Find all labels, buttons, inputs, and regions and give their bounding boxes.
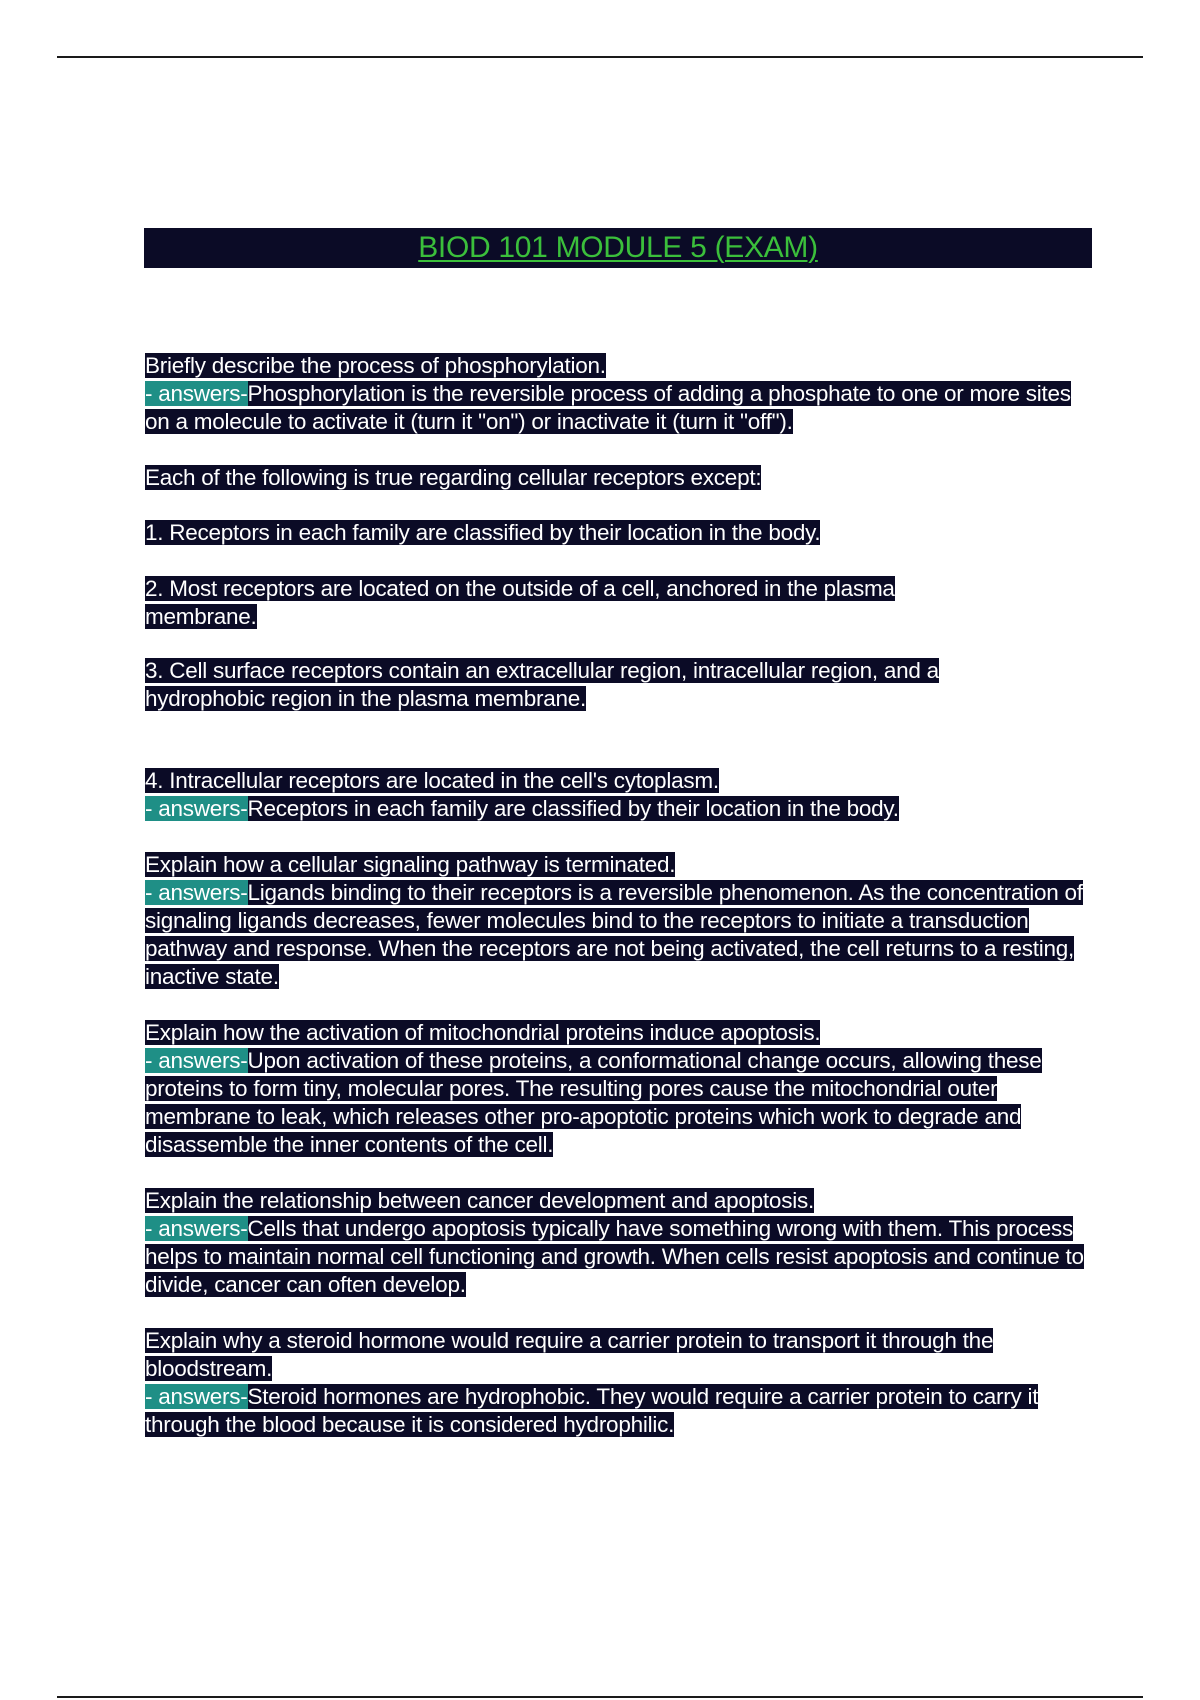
qa-item-4 bbox=[145, 1019, 1085, 1159]
qa-item-5 bbox=[145, 1187, 1085, 1299]
qa-item-1 bbox=[145, 352, 1085, 436]
answer-marker: - answers- bbox=[145, 1216, 248, 1241]
answer-marker: - answers- bbox=[145, 381, 248, 406]
answer-marker: - answers- bbox=[145, 1048, 248, 1073]
option-text: 1. Receptors in each family are classified by their location in the body. bbox=[145, 520, 821, 545]
answer-text: Upon activation of these proteins, a conformational change occurs, allowing these proteins to form tiny, molecular pores. The resulting pores cause the mitochondrial outer membrane to leak, which releases other pro-apoptotic proteins which work to degrade and disassemble the inner contents of the cell. bbox=[145, 1048, 1042, 1157]
page-title: BIOD 101 MODULE 5 (EXAM) bbox=[418, 231, 818, 264]
question-text: Explain how a cellular signaling pathway is terminated. bbox=[145, 852, 676, 877]
qa-item-2-option-4 bbox=[145, 767, 1085, 823]
qa-item-2-option-3 bbox=[145, 657, 1025, 713]
answer-text: Receptors in each family are classified by their location in the body. bbox=[247, 796, 899, 821]
option-text: 4. Intracellular receptors are located in the cell's cytoplasm. bbox=[145, 768, 719, 793]
answer-marker: - answers- bbox=[145, 1384, 248, 1409]
option-text: 2. Most receptors are located on the outside of a cell, anchored in the plasma membrane. bbox=[145, 576, 895, 629]
qa-item-2-intro bbox=[145, 464, 1085, 492]
answer-text: Phosphorylation is the reversible process of adding a phosphate to one or more sites on a molecule to activate it (turn it "on") or inactivate it (turn it "off"). bbox=[145, 381, 1071, 434]
answer-text: Ligands binding to their receptors is a reversible phenomenon. As the concentration of signaling ligands decreases, fewer molecules bind to the receptors to initiate a transduction pathway and response. When the receptors are not being activated, the cell returns to a resting, inactive state. bbox=[145, 880, 1083, 989]
bottom-rule bbox=[57, 1696, 1143, 1698]
title-bar bbox=[144, 228, 1092, 268]
qa-item-2-option-1 bbox=[145, 519, 1085, 547]
document-body bbox=[145, 352, 1085, 1439]
answer-text: Cells that undergo apoptosis typically have something wrong with them. This process helps to maintain normal cell functioning and growth. When cells resist apoptosis and continue to divide, cancer can often develop. bbox=[145, 1216, 1084, 1297]
qa-item-3 bbox=[145, 851, 1085, 991]
question-text: Explain how the activation of mitochondrial proteins induce apoptosis. bbox=[145, 1020, 821, 1045]
qa-item-6 bbox=[145, 1327, 1085, 1439]
question-text: Explain the relationship between cancer development and apoptosis. bbox=[145, 1188, 814, 1213]
answer-text: Steroid hormones are hydrophobic. They would require a carrier protein to carry it through the blood because it is considered hydrophilic. bbox=[145, 1384, 1039, 1437]
answer-marker: - answers- bbox=[145, 880, 248, 905]
answer-marker: - answers- bbox=[145, 796, 248, 821]
question-text: Each of the following is true regarding cellular receptors except: bbox=[145, 465, 762, 490]
top-rule bbox=[57, 56, 1143, 58]
question-text: Explain why a steroid hormone would require a carrier protein to transport it through the bloodstream. bbox=[145, 1328, 994, 1381]
question-text: Briefly describe the process of phosphorylation. bbox=[145, 353, 606, 378]
option-text: 3. Cell surface receptors contain an extracellular region, intracellular region, and a hydrophobic region in the plasma membrane. bbox=[145, 658, 939, 711]
qa-item-2-option-2 bbox=[145, 575, 975, 631]
